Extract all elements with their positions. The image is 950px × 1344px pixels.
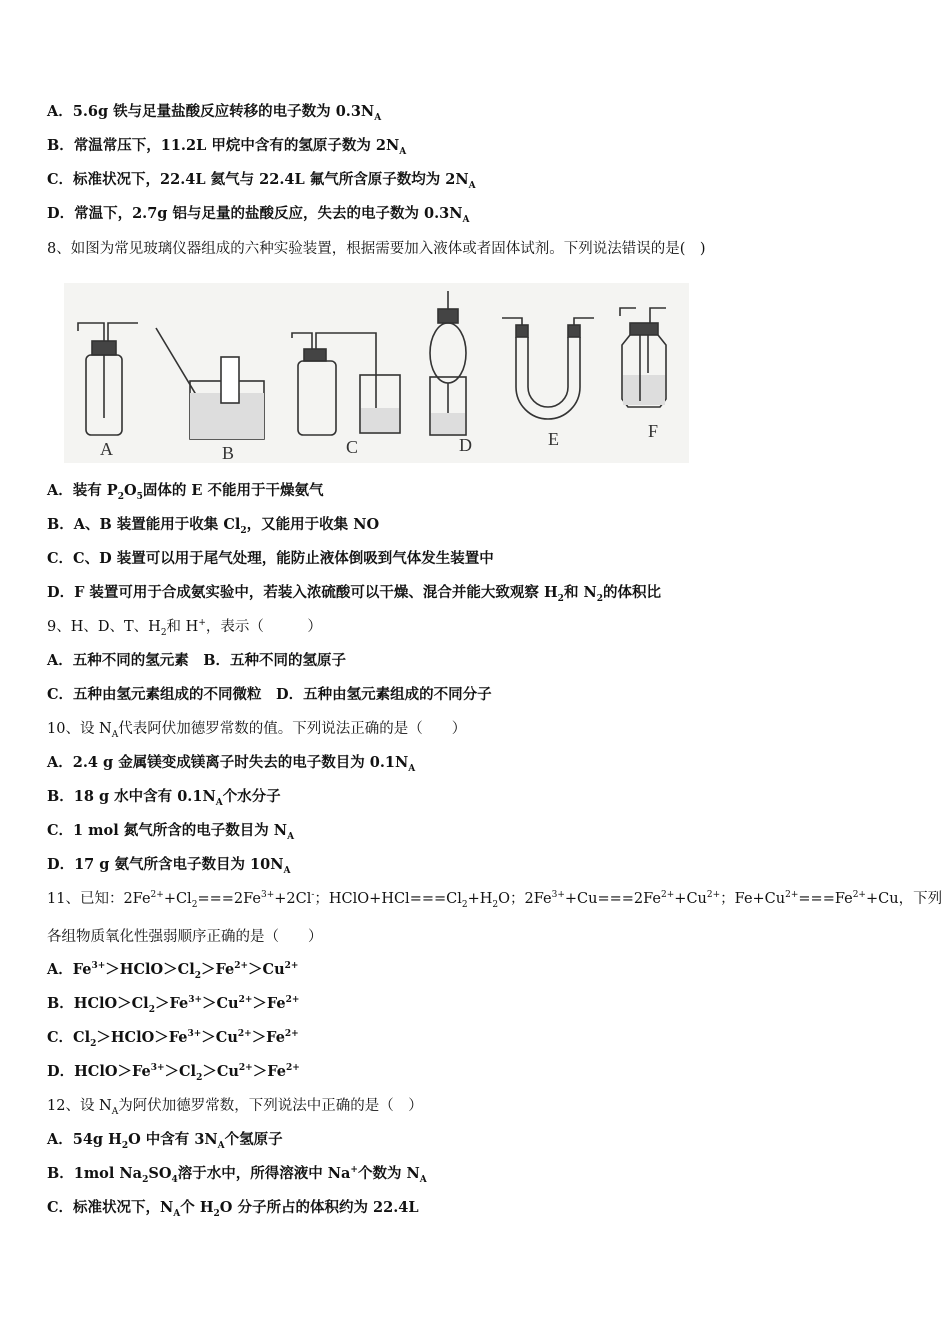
subscript: 2 bbox=[191, 899, 198, 910]
text-segment: A．装有 P bbox=[47, 482, 118, 499]
text-line bbox=[47, 136, 406, 156]
text-segment: ；HClO+HCl===Cl bbox=[314, 891, 462, 907]
label-a: A bbox=[100, 439, 113, 459]
text-line bbox=[47, 787, 281, 807]
text-line bbox=[47, 583, 661, 603]
superscript: 2+ bbox=[285, 1063, 300, 1074]
label-f: F bbox=[648, 421, 659, 441]
subscript: 5 bbox=[136, 491, 143, 502]
text-segment: A．2.4 g 金属镁变成镁离子时失去的电子数目为 0.1N bbox=[47, 754, 409, 771]
text-line bbox=[47, 1164, 427, 1184]
text-segment: 8、如图为常见玻璃仪器组成的六种实验装置，根据需要加入液体或者固体试剂。下列说法错误的是( ) bbox=[47, 241, 706, 257]
text-segment: C．C、D 装置可以用于尾气处理，能防止液体倒吸到气体发生装置中 bbox=[47, 550, 494, 567]
text-segment: D．F 装置可用于合成氨实验中，若装入浓硫酸可以干燥、混合并能大致观察 H bbox=[47, 584, 558, 601]
text-segment: A．Fe bbox=[47, 961, 92, 978]
text-line bbox=[47, 889, 942, 909]
text-line bbox=[47, 1062, 300, 1082]
text-line bbox=[47, 821, 294, 841]
superscript: 3+ bbox=[188, 995, 202, 1006]
superscript: - bbox=[311, 890, 315, 901]
text-segment: 为阿伏加德罗常数，下列说法中正确的是（ ） bbox=[118, 1098, 423, 1114]
text-segment: ＞HClO＞Cl bbox=[105, 961, 195, 978]
superscript: 2+ bbox=[852, 890, 866, 901]
superscript: 3+ bbox=[260, 890, 275, 901]
text-segment: C．标准状况下，22.4L 氦气与 22.4L 氟气所含原子数均为 2N bbox=[47, 171, 469, 188]
text-line bbox=[47, 239, 706, 259]
text-line bbox=[47, 855, 290, 875]
subscript: A bbox=[419, 1174, 427, 1185]
text-segment: ＞Cu bbox=[202, 1063, 239, 1080]
text-segment: A．5.6g 铁与足量盐酸反应转移的电子数为 0.3N bbox=[47, 103, 375, 120]
text-line bbox=[47, 549, 494, 569]
text-segment: C．1 mol 氮气所含的电子数目为 N bbox=[47, 822, 288, 839]
text-segment: +Cu===2Fe bbox=[564, 891, 662, 907]
subscript: 2 bbox=[461, 899, 468, 910]
text-segment: 和 N bbox=[563, 584, 597, 601]
text-segment: +H bbox=[467, 891, 493, 907]
text-line bbox=[47, 1028, 299, 1048]
subscript: 2 bbox=[596, 593, 604, 604]
text-segment: +Cu，下列 bbox=[865, 891, 943, 907]
text-segment: C．五种由氢元素组成的不同微粒 D．五种由氢元素组成的不同分子 bbox=[47, 686, 492, 703]
text-segment: 各组物质氧化性强弱顺序正确的是（ ） bbox=[47, 929, 323, 945]
text-segment: 个氢原子 bbox=[224, 1131, 283, 1148]
text-segment: B．18 g 水中含有 0.1N bbox=[47, 788, 216, 805]
text-line bbox=[47, 515, 379, 535]
subscript: A bbox=[408, 763, 416, 774]
subscript: 2 bbox=[557, 593, 564, 604]
text-segment: C．标准状况下，N bbox=[47, 1199, 174, 1216]
text-line bbox=[47, 753, 415, 773]
text-segment: ＞Cu bbox=[248, 961, 285, 978]
text-segment: ===2Fe bbox=[197, 891, 261, 907]
text-segment: O 分子所占的体积约为 22.4L bbox=[219, 1199, 419, 1216]
text-line bbox=[47, 994, 299, 1014]
text-line bbox=[47, 204, 470, 224]
subscript: 2 bbox=[492, 899, 499, 910]
superscript: + bbox=[198, 618, 206, 629]
text-line bbox=[47, 927, 323, 947]
apparatus-figure bbox=[64, 283, 689, 463]
text-line bbox=[47, 719, 466, 739]
text-segment: 个数为 N bbox=[357, 1165, 420, 1182]
text-segment: ＞Cu bbox=[201, 1029, 238, 1046]
text-line bbox=[47, 685, 492, 705]
text-segment: 11、已知：2Fe bbox=[47, 891, 151, 907]
text-segment: D．HClO＞Fe bbox=[47, 1063, 151, 1080]
text-line bbox=[47, 170, 476, 190]
text-segment: A．54g H bbox=[47, 1131, 122, 1148]
superscript: 3+ bbox=[150, 1063, 165, 1074]
text-segment: 9、H、D、T、H bbox=[47, 619, 161, 635]
text-segment: ＞HClO＞Fe bbox=[96, 1029, 188, 1046]
text-segment: ＞Fe bbox=[154, 995, 189, 1012]
text-segment: B．常温常压下，11.2L 甲烷中含有的氢原子数为 2N bbox=[47, 137, 400, 154]
text-line bbox=[47, 1130, 283, 1150]
text-segment: 10、设 N bbox=[47, 721, 112, 737]
text-segment: 固体的 E 不能用于干燥氨气 bbox=[142, 482, 324, 499]
subscript: A bbox=[173, 1208, 181, 1219]
subscript: 2 bbox=[196, 1072, 203, 1083]
text-line bbox=[47, 102, 381, 122]
text-segment: +Cu bbox=[674, 891, 707, 907]
subscript: 2 bbox=[160, 627, 167, 638]
text-segment: O 中含有 3N bbox=[128, 1131, 218, 1148]
text-line bbox=[47, 617, 322, 637]
superscript: 2+ bbox=[285, 995, 300, 1006]
subscript: 2 bbox=[142, 1174, 149, 1185]
text-segment: O；2Fe bbox=[498, 891, 552, 907]
subscript: A bbox=[215, 797, 223, 808]
subscript: 2 bbox=[213, 1208, 220, 1219]
subscript: 2 bbox=[121, 1140, 129, 1151]
text-segment: C．Cl bbox=[47, 1029, 91, 1046]
text-segment: B．1mol Na bbox=[47, 1165, 143, 1182]
label-b: B bbox=[222, 443, 235, 463]
subscript: A bbox=[283, 865, 291, 876]
superscript: 3+ bbox=[551, 890, 565, 901]
text-segment: O bbox=[123, 482, 137, 499]
apparatus-c-bottle-beaker bbox=[292, 333, 400, 435]
superscript: 2+ bbox=[706, 890, 721, 901]
subscript: A bbox=[111, 1106, 119, 1117]
apparatus-e-u-tube bbox=[502, 318, 594, 419]
superscript: 3+ bbox=[91, 961, 106, 972]
text-line bbox=[47, 651, 346, 671]
label-c: C bbox=[346, 437, 359, 457]
label-d: D bbox=[459, 435, 472, 455]
superscript: 2+ bbox=[237, 1029, 252, 1040]
text-segment: ，表示（ ） bbox=[205, 619, 322, 635]
text-segment: ＞Cl bbox=[164, 1063, 197, 1080]
subscript: A bbox=[217, 1140, 225, 1151]
superscript: 2+ bbox=[238, 1063, 253, 1074]
subscript: A bbox=[374, 112, 382, 123]
text-segment: ；Fe+Cu bbox=[720, 891, 786, 907]
text-segment: 溶于水中，所得溶液中 Na bbox=[177, 1165, 351, 1182]
text-segment: A．五种不同的氢元素 B．五种不同的氢原子 bbox=[47, 652, 347, 669]
subscript: 2 bbox=[90, 1038, 97, 1049]
text-segment: D．常温下，2.7g 铝与足量的盐酸反应，失去的电子数为 0.3N bbox=[47, 205, 463, 222]
text-segment: B．HClO＞Cl bbox=[47, 995, 149, 1012]
superscript: 2+ bbox=[661, 890, 675, 901]
text-segment: ＞Fe bbox=[252, 995, 286, 1012]
superscript: 3+ bbox=[187, 1029, 202, 1040]
text-line bbox=[47, 1198, 419, 1218]
text-line bbox=[47, 960, 298, 980]
apparatus-d-funnel-beaker bbox=[430, 291, 466, 435]
subscript: 2 bbox=[240, 525, 247, 536]
apparatus-f-bottle bbox=[620, 308, 666, 407]
subscript: 2 bbox=[194, 970, 201, 981]
subscript: 4 bbox=[171, 1174, 178, 1185]
text-segment: 和 H bbox=[166, 619, 199, 635]
text-segment: 12、设 N bbox=[47, 1098, 112, 1114]
subscript: 2 bbox=[117, 491, 124, 502]
text-segment: 个水分子 bbox=[222, 788, 281, 805]
subscript: A bbox=[111, 729, 119, 740]
superscript: + bbox=[350, 1165, 358, 1176]
text-segment: +Cl bbox=[163, 891, 192, 907]
text-line bbox=[47, 1096, 423, 1116]
label-e: E bbox=[548, 429, 559, 449]
text-segment: +2Cl bbox=[274, 891, 312, 907]
text-segment: ，又能用于收集 NO bbox=[246, 516, 380, 533]
superscript: 2+ bbox=[238, 995, 253, 1006]
text-segment: ＞Fe bbox=[252, 1063, 286, 1080]
text-segment: SO bbox=[148, 1165, 172, 1182]
text-segment: ＞Cu bbox=[202, 995, 239, 1012]
text-segment: 代表阿伏加德罗常数的值。下列说法正确的是（ ） bbox=[118, 721, 467, 737]
text-line bbox=[47, 481, 324, 501]
text-segment: ＞Fe bbox=[251, 1029, 285, 1046]
text-segment: 个 H bbox=[180, 1199, 214, 1216]
text-segment: 的体积比 bbox=[603, 584, 662, 601]
subscript: A bbox=[468, 180, 476, 191]
text-segment: B．A、B 装置能用于收集 Cl bbox=[47, 516, 241, 533]
subscript: A bbox=[399, 146, 407, 157]
superscript: 2+ bbox=[284, 961, 299, 972]
apparatus-b-water-trough bbox=[156, 328, 264, 439]
subscript: A bbox=[462, 214, 470, 225]
text-segment: D．17 g 氨气所含电子数目为 10N bbox=[47, 856, 284, 873]
subscript: A bbox=[287, 831, 295, 842]
text-segment: ＞Fe bbox=[201, 961, 235, 978]
apparatus-a-gas-bottle bbox=[78, 323, 138, 435]
superscript: 2+ bbox=[150, 890, 164, 901]
superscript: 2+ bbox=[284, 1029, 299, 1040]
superscript: 2+ bbox=[234, 961, 249, 972]
text-segment: ===Fe bbox=[798, 891, 853, 907]
superscript: 2+ bbox=[785, 890, 799, 901]
subscript: 2 bbox=[148, 1004, 155, 1015]
